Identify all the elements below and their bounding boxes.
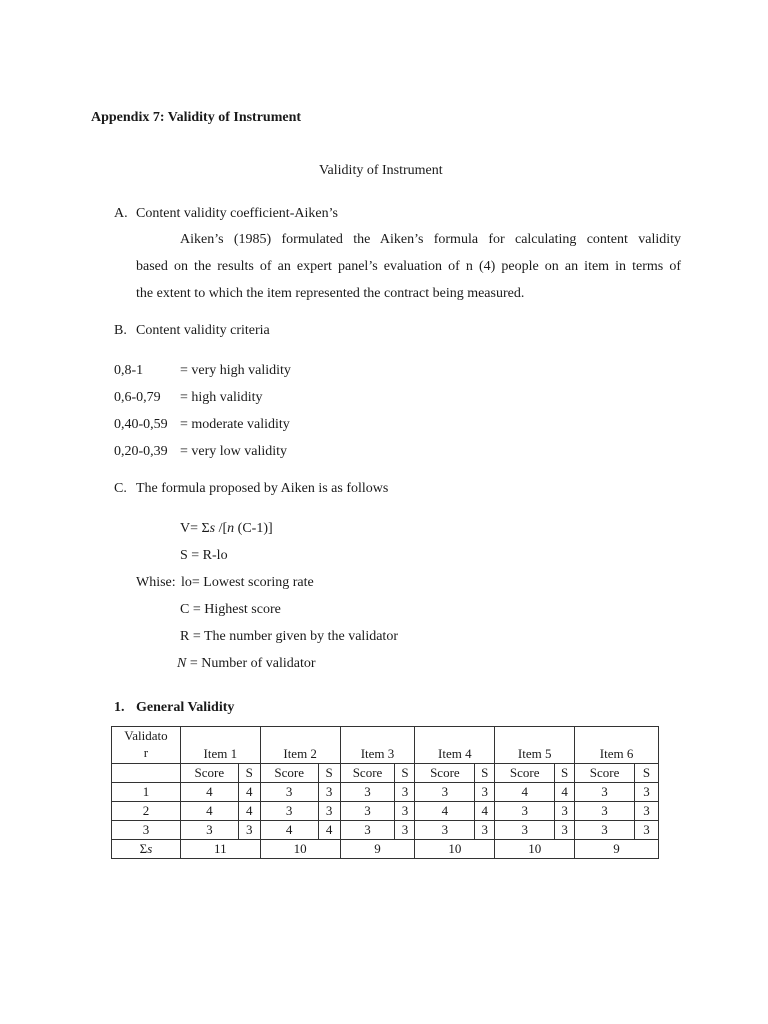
- paragraph-line: Aiken’s (1985) formulated the Aiken’s formula for calculating content validity: [180, 232, 681, 247]
- score-header: Score: [340, 764, 395, 783]
- paragraph-line: the extent to which the item represented the contract being measured.: [136, 286, 525, 301]
- score-header: Score: [180, 764, 238, 783]
- sum-cell: 10: [415, 840, 495, 859]
- score-header: Score: [575, 764, 635, 783]
- section-c-heading: The formula proposed by Aiken is as follows: [136, 481, 389, 496]
- item-header: Item 4: [415, 727, 495, 764]
- formula-v-prefix: V= Σ: [180, 521, 210, 536]
- definition-c: C = Highest score: [180, 602, 281, 617]
- section-1-number: 1.: [114, 700, 125, 715]
- table-row: [112, 821, 659, 840]
- criteria-range: 0,20-0,39: [114, 444, 168, 459]
- definition-n: [177, 656, 316, 672]
- validator-cell: 1: [112, 783, 181, 802]
- table-cell: 3: [318, 802, 340, 821]
- table-cell: 3: [555, 821, 575, 840]
- criteria-description: = very high validity: [180, 363, 291, 378]
- sum-label: Σs: [112, 840, 181, 859]
- table-cell: 4: [238, 783, 260, 802]
- section-1-heading: General Validity: [136, 700, 235, 715]
- section-a-marker: A.: [114, 206, 128, 221]
- item-header: Item 1: [180, 727, 260, 764]
- table-cell: 3: [495, 802, 555, 821]
- validity-table: [111, 726, 659, 859]
- table-cell: 3: [575, 821, 635, 840]
- table-cell: 3: [318, 783, 340, 802]
- table-header-row: [112, 727, 659, 764]
- s-header: S: [318, 764, 340, 783]
- formula-v-suffix: (C-1)]: [234, 521, 273, 536]
- table-row: [112, 783, 659, 802]
- item-header: Item 2: [260, 727, 340, 764]
- s-header: S: [395, 764, 415, 783]
- definition-r: R = The number given by the validator: [180, 629, 398, 644]
- score-header: Score: [260, 764, 318, 783]
- table-cell: 3: [575, 783, 635, 802]
- table-cell: 4: [495, 783, 555, 802]
- table-cell: 3: [180, 821, 238, 840]
- sum-cell: 11: [180, 840, 260, 859]
- table-cell: 4: [475, 802, 495, 821]
- item-header: Item 5: [495, 727, 575, 764]
- criteria-description: = high validity: [180, 390, 263, 405]
- section-a-paragraph: [136, 226, 681, 307]
- table-cell: 4: [318, 821, 340, 840]
- sum-cell: 10: [495, 840, 575, 859]
- criteria-description: = moderate validity: [180, 417, 290, 432]
- table-cell: 4: [238, 802, 260, 821]
- score-header: Score: [495, 764, 555, 783]
- table-cell: 3: [260, 783, 318, 802]
- table-cell: 3: [415, 783, 475, 802]
- formula-v-s: s: [209, 521, 216, 536]
- sum-row: [112, 840, 659, 859]
- table-cell: 3: [635, 802, 659, 821]
- s-header: S: [555, 764, 575, 783]
- sum-cell: 9: [340, 840, 415, 859]
- formula-v: [180, 521, 273, 537]
- whise-label: Whise:: [136, 575, 176, 590]
- formula-s: S = R-lo: [180, 548, 228, 563]
- validator-cell: 3: [112, 821, 181, 840]
- table-cell: 3: [475, 821, 495, 840]
- score-header: Score: [415, 764, 475, 783]
- section-c-marker: C.: [114, 481, 127, 496]
- validator-header: Validato r: [112, 727, 181, 764]
- table-cell: 3: [395, 783, 415, 802]
- s-header: S: [475, 764, 495, 783]
- section-a-heading: Content validity coefficient-Aiken’s: [136, 206, 338, 221]
- definition-n-var: N: [177, 656, 187, 671]
- formula-v-mid: /[: [215, 521, 228, 536]
- section-b-heading: Content validity criteria: [136, 323, 270, 338]
- document-title: Validity of Instrument: [319, 163, 443, 178]
- table-cell: 3: [635, 821, 659, 840]
- table-cell: 3: [238, 821, 260, 840]
- appendix-title: Appendix 7: Validity of Instrument: [91, 110, 302, 125]
- table-cell: 4: [180, 783, 238, 802]
- item-header: Item 6: [575, 727, 659, 764]
- table-subheader-row: [112, 764, 659, 783]
- criteria-range: 0,6-0,79: [114, 390, 161, 405]
- table-cell: 3: [475, 783, 495, 802]
- sum-cell: 9: [575, 840, 659, 859]
- definition-lo: lo= Lowest scoring rate: [181, 575, 314, 590]
- s-header: S: [238, 764, 260, 783]
- table-row: [112, 802, 659, 821]
- table-cell: 3: [340, 821, 395, 840]
- table-cell: 3: [555, 802, 575, 821]
- table-cell: 3: [340, 802, 395, 821]
- criteria-range: 0,8-1: [114, 363, 144, 378]
- section-b-marker: B.: [114, 323, 127, 338]
- table-cell: 3: [340, 783, 395, 802]
- empty-cell: [112, 764, 181, 783]
- table-cell: 3: [260, 802, 318, 821]
- formula-v-n: n: [227, 521, 235, 536]
- table-cell: 3: [415, 821, 475, 840]
- definition-n-text: = Number of validator: [186, 656, 316, 671]
- table-cell: 3: [495, 821, 555, 840]
- sum-cell: 10: [260, 840, 340, 859]
- validator-cell: 2: [112, 802, 181, 821]
- table-cell: 3: [395, 802, 415, 821]
- criteria-description: = very low validity: [180, 444, 288, 459]
- paragraph-line: based on the results of an expert panel’s evaluation of n (4) people on an item in terms of: [136, 259, 681, 274]
- item-header: Item 3: [340, 727, 415, 764]
- table-cell: 3: [635, 783, 659, 802]
- table-cell: 4: [260, 821, 318, 840]
- criteria-range: 0,40-0,59: [114, 417, 168, 432]
- table-cell: 3: [575, 802, 635, 821]
- table-cell: 3: [395, 821, 415, 840]
- table-cell: 4: [415, 802, 475, 821]
- s-header: S: [635, 764, 659, 783]
- table-cell: 4: [555, 783, 575, 802]
- table-cell: 4: [180, 802, 238, 821]
